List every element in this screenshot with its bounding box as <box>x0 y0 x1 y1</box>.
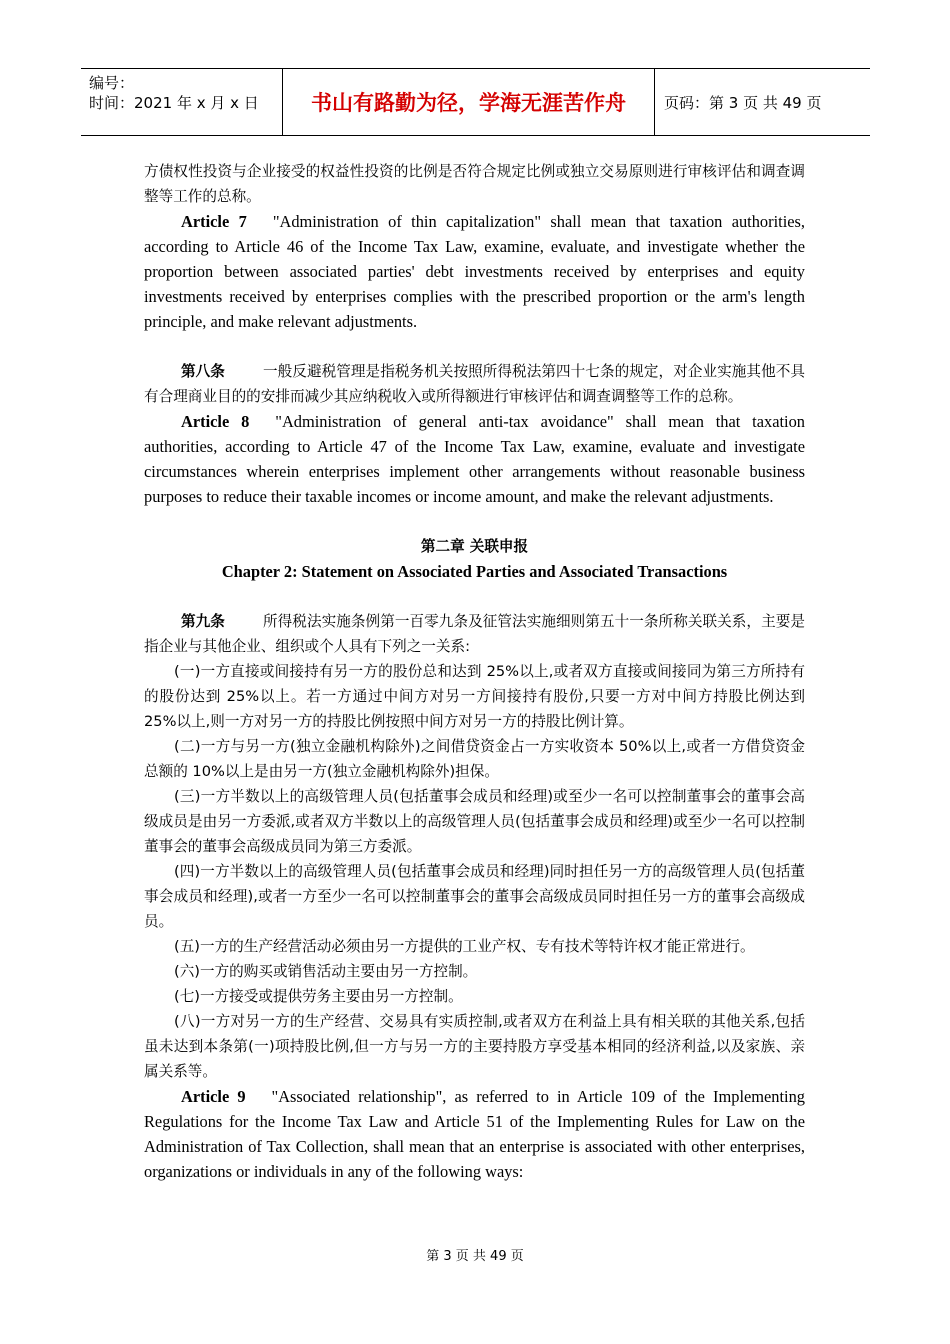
list-item: (八)一方对另一方的生产经营、交易具有实质控制,或者双方在利益上具有相关联的其他关系,包括虽未达到本条第(一)项持股比例,但一方与另一方的主要持股方享受基本相同的经济利益,以及家族、亲属关系等。 <box>144 1013 805 1080</box>
header-meta <box>81 69 282 135</box>
article-9-label: Article 9 <box>181 1087 246 1106</box>
article-9-text: "Associated relationship", as referred to in Article 109 of the Implementing Regulations for the Income Tax Law and Article 51 of the Implementing Rules for Law on the Administration of Tax Collection, shall mean that an enterprise is associated with other enterprises, organizations or individuals in any of the following ways: <box>144 1087 805 1181</box>
article-8-en <box>144 409 805 509</box>
article-8-zh-text: 一般反避税管理是指税务机关按照所得税法第四十七条的规定，对企业实施其他不具有合理商业目的的安排而减少其应纳税收入或所得额进行审核评估和调查调整等工作的总称。 <box>144 363 805 405</box>
article-7-label: Article 7 <box>181 212 247 231</box>
article-8-label: Article 8 <box>181 412 250 431</box>
chapter-title-en: Chapter 2: Statement on Associated Parties and Associated Transactions <box>221 562 728 581</box>
list-item: (六)一方的购买或销售活动主要由另一方控制。 <box>174 963 478 980</box>
document-body <box>144 159 805 1184</box>
article-9-zh <box>144 609 805 659</box>
list-item: (五)一方的生产经营活动必须由另一方提供的工业产权、专有技术等特许权才能正常进行。 <box>174 938 755 955</box>
article-9-zh-text: 所得税法实施条例第一百零九条及征管法实施细则第五十一条所称关联关系，主要是指企业与其他企业、组织或个人具有下列之一关系: <box>144 613 805 655</box>
chapter-title-zh: 第二章 关联申报 <box>420 538 529 555</box>
header-page-info: 页码：第 3 页 共 49 页 <box>664 93 822 112</box>
article-8-zh <box>144 359 805 409</box>
header-motto: 书山有路勤为径，学海无涯苦作舟 <box>282 69 655 135</box>
list-item: (一)一方直接或间接持有另一方的股份总和达到 25%以上,或者双方直接或间接同为第三方所持有的股份达到 25%以上。若一方通过中间方对另一方间接持有股份,只要一方对中间方持股比例达到 25%以上,则一方对另一方的持股比例按照中间方对另一方的持股比例计算。 <box>144 663 805 730</box>
list-item: (七)一方接受或提供劳务主要由另一方控制。 <box>174 988 463 1005</box>
document-number-label: 编号： <box>89 74 135 92</box>
article-8-zh-label: 第八条 <box>181 363 225 380</box>
list-item: (二)一方与另一方(独立金融机构除外)之间借贷资金占一方实收资本 50%以上,或者一方借贷资金总额的 10%以上是由另一方(独立金融机构除外)担保。 <box>144 738 805 780</box>
article-9-en <box>144 1084 805 1184</box>
article-9-zh-label: 第九条 <box>181 613 225 630</box>
article-7-en <box>144 209 805 334</box>
paragraph-continuation-zh: 方债权性投资与企业接受的权益性投资的比例是否符合规定比例或独立交易原则进行审核评估和调查调整等工作的总称。 <box>144 163 805 205</box>
document-time-label: 时间：2021 年 x 月 x 日 <box>89 94 259 112</box>
page-header <box>81 68 870 136</box>
article-8-text: "Administration of general anti-tax avoidance" shall mean that taxation authorities, according to Article 47 of the Income Tax Law, examine, evaluate and investigate circumstances wherein enterprises implement other arrangements without reasonable business purposes to reduce their taxable incomes or income amount, and make the relevant adjustments. <box>144 412 805 506</box>
list-item: (四)一方半数以上的高级管理人员(包括董事会成员和经理)同时担任另一方的高级管理人员(包括董事会成员和经理),或者一方至少一名可以控制董事会的董事会高级成员同时担任另一方的董事会高级成员。 <box>144 863 805 930</box>
list-item: (三)一方半数以上的高级管理人员(包括董事会成员和经理)或至少一名可以控制董事会的董事会高级成员是由另一方委派,或者双方半数以上的高级管理人员(包括董事会成员和经理)或至少一名可以控制董事会的董事会高级成员同为第三方委派。 <box>144 788 805 855</box>
page-footer: 第 3 页 共 49 页 <box>426 1249 524 1264</box>
article-7-text: "Administration of thin capitalization" shall mean that taxation authorities, according to Article 46 of the Income Tax Law, examine, evaluate, and investigate whether the proportion between associated parties' debt investments received by enterprises and equity investments received by enterprises complies with the prescribed proportion or the arm's length principle, and make relevant adjustments. <box>144 212 805 331</box>
